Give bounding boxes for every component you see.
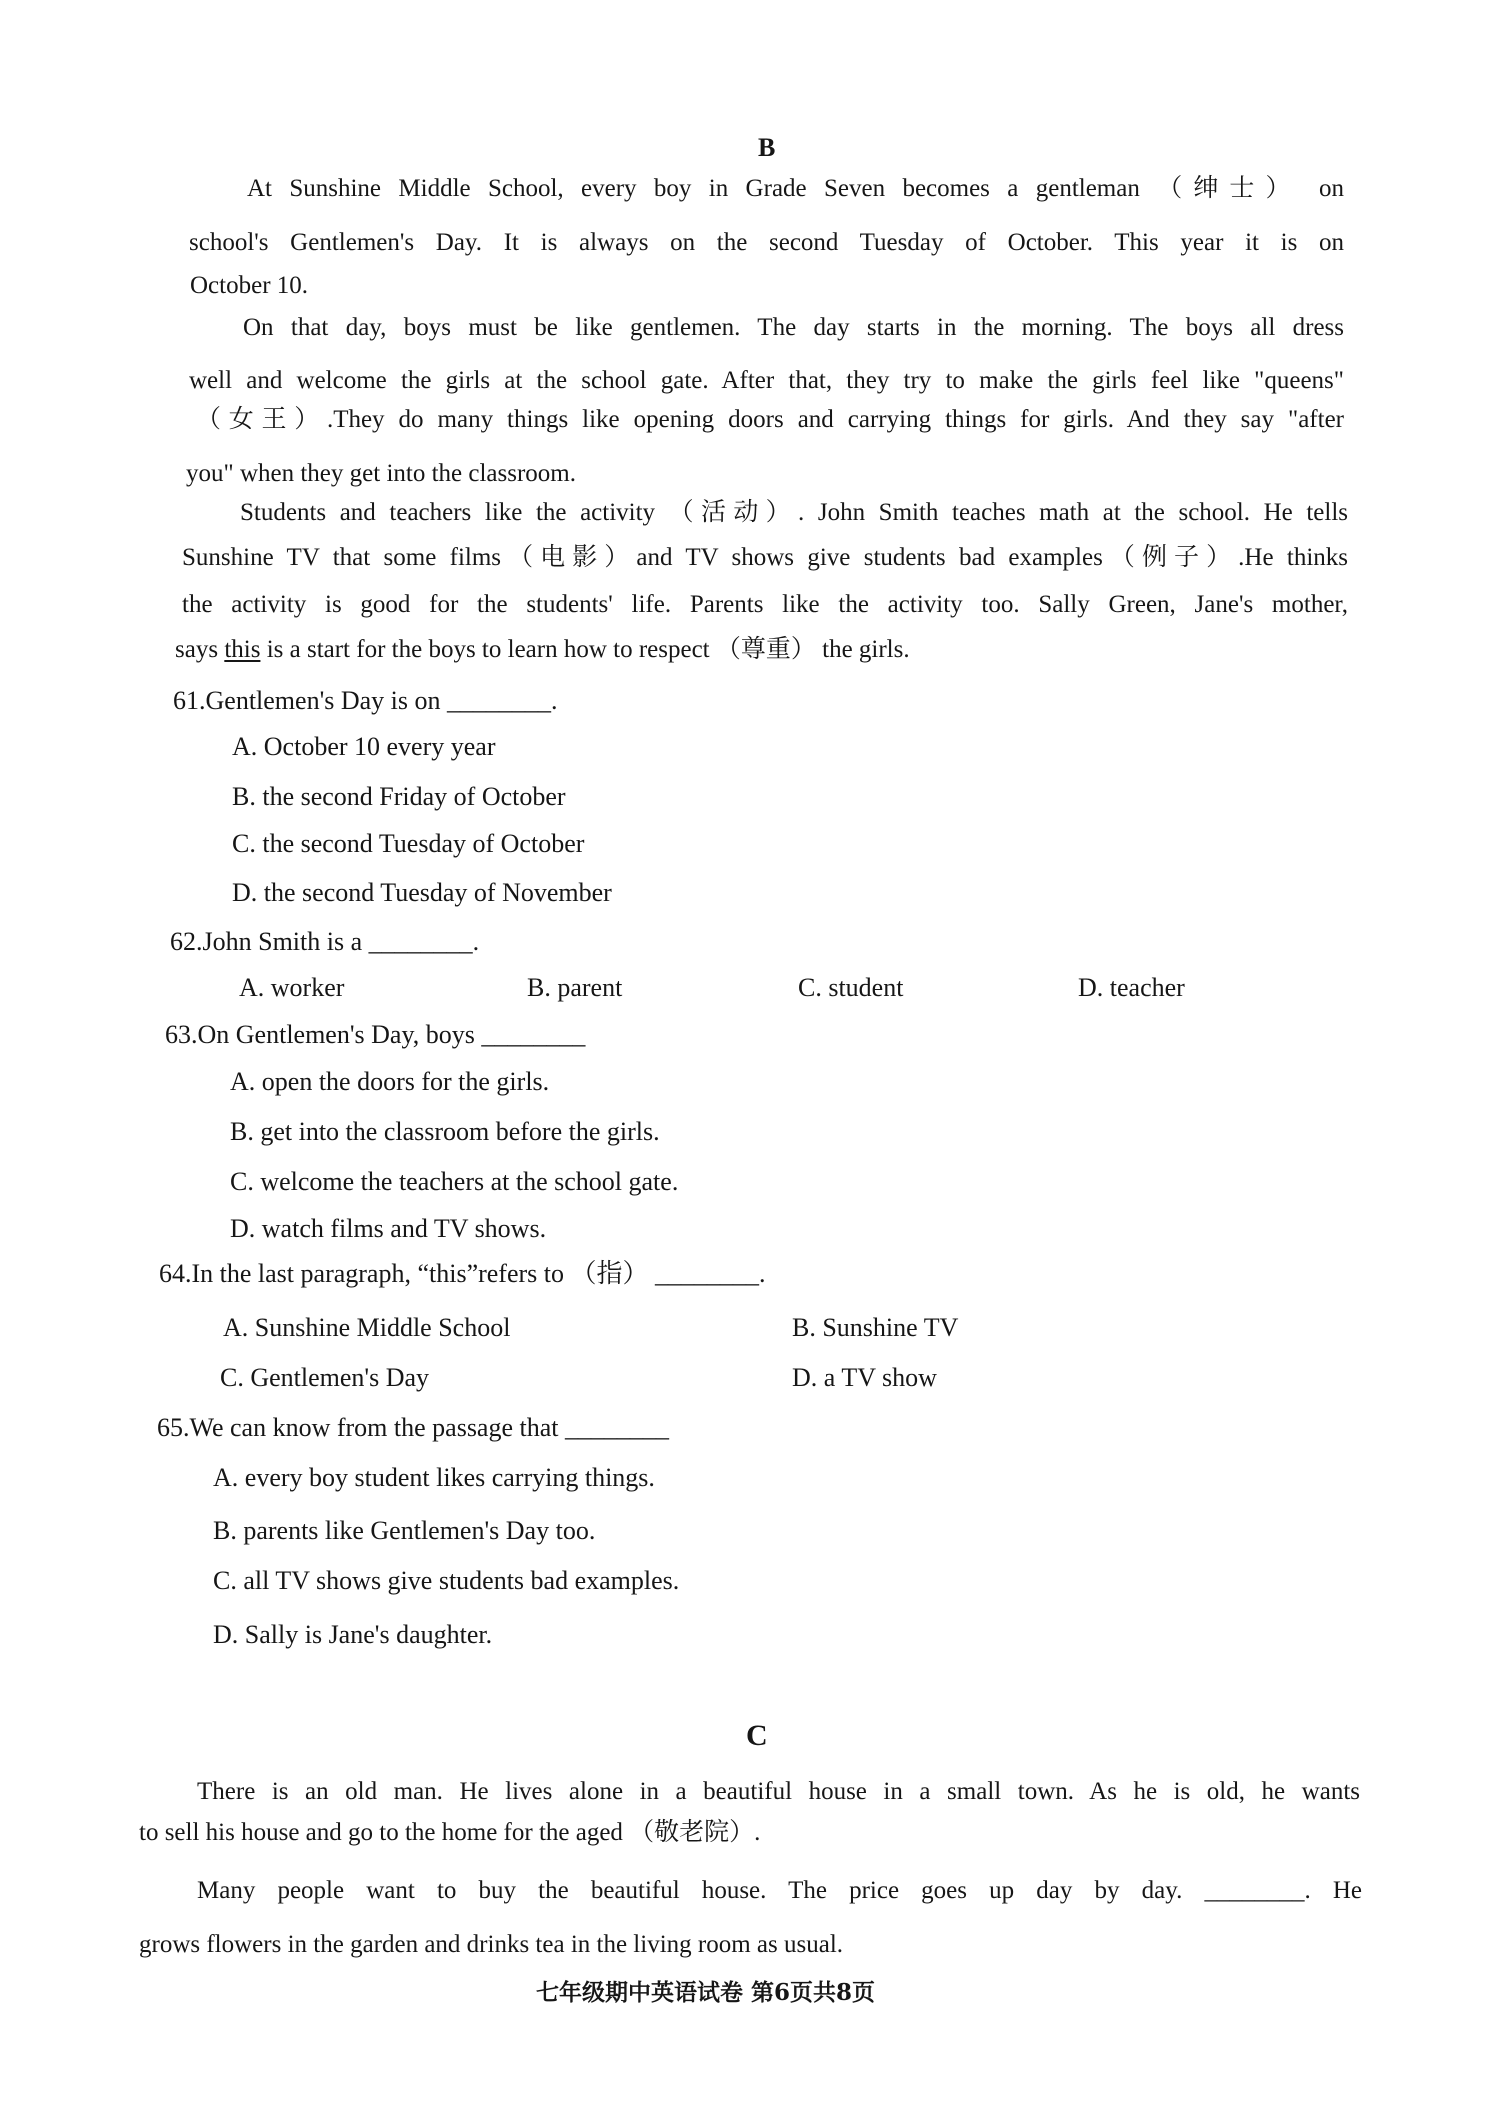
question-63-option-a: A. open the doors for the girls. <box>230 1067 550 1096</box>
question-61-option-d: D. the second Tuesday of November <box>232 878 612 907</box>
question-61-stem: 61.Gentlemen's Day is on ________. <box>173 686 558 715</box>
passage-b-p3-line-3: the activity is good for the students' life. Parents like the activity too. Sally Green, Jane's mother, <box>182 591 1348 618</box>
question-64-option-b: B. Sunshine TV <box>792 1313 959 1342</box>
passage-c-line-1: There is an old man. He lives alone in a beautiful house in a small town. As he is old, he wants <box>197 1778 1360 1805</box>
passage-b-p2-line-2: well and welcome the girls at the school gate. After that, they try to make the girls feel like "queens" <box>189 367 1344 394</box>
question-62-option-d: D. teacher <box>1078 973 1185 1002</box>
line-text-before: says <box>175 636 225 663</box>
question-61-option-c: C. the second Tuesday of October <box>232 829 585 858</box>
passage-b-p2-line-4: you" when they get into the classroom. <box>186 460 576 487</box>
passage-b-p3-line-2: Sunshine TV that some films（电影）and TV shows give students bad examples（例子）.He thinks <box>182 544 1348 571</box>
page-footer: 七年级期中英语试卷 第6页共8页 <box>536 1979 876 2006</box>
question-62-option-c: C. student <box>798 973 904 1002</box>
question-62-option-a: A. worker <box>239 973 345 1002</box>
line-text-after: is a start for the boys to learn how to respect （尊重） the girls. <box>260 636 910 663</box>
question-64-option-c: C. Gentlemen's Day <box>220 1363 430 1392</box>
passage-c-line-4: grows flowers in the garden and drinks tea in the living room as usual. <box>139 1931 844 1958</box>
question-64-option-a: A. Sunshine Middle School <box>223 1313 511 1342</box>
question-61-option-a: A. October 10 every year <box>232 732 496 761</box>
passage-b-p2-line-1: On that day, boys must be like gentlemen. The day starts in the morning. The boys all dress <box>243 314 1344 341</box>
question-65-option-c: C. all TV shows give students bad examples. <box>213 1566 680 1595</box>
question-63-stem: 63.On Gentlemen's Day, boys ________ <box>165 1020 586 1049</box>
section-b-heading: B <box>758 133 776 162</box>
passage-c-line-3: Many people want to buy the beautiful house. The price goes up day by day. ________. He <box>197 1877 1362 1904</box>
passage-b-p3-line-4 <box>175 635 910 665</box>
question-63-option-d: D. watch films and TV shows. <box>230 1214 547 1243</box>
question-63-option-c: C. welcome the teachers at the school gate. <box>230 1167 679 1196</box>
passage-b-p2-line-3: （女王）.They do many things like opening doors and carrying things for girls. And they say "after <box>196 406 1344 433</box>
section-c-heading: C <box>746 1719 768 1752</box>
question-63-option-b: B. get into the classroom before the girls. <box>230 1117 660 1146</box>
question-65-option-b: B. parents like Gentlemen's Day too. <box>213 1516 596 1545</box>
underlined-word-this: this <box>224 636 261 663</box>
passage-b-p1-line-3: October 10. <box>190 272 309 299</box>
question-65-option-a: A. every boy student likes carrying things. <box>213 1463 655 1492</box>
question-64-option-d: D. a TV show <box>792 1363 937 1392</box>
question-64-stem: 64.In the last paragraph, “this”refers to （指） ________. <box>159 1259 766 1288</box>
question-65-option-d: D. Sally is Jane's daughter. <box>213 1620 493 1649</box>
passage-c-line-2: to sell his house and go to the home for the aged （敬老院）. <box>139 1819 761 1846</box>
passage-b-p1-line-1: At Sunshine Middle School, every boy in Grade Seven becomes a gentleman （绅士） on <box>247 175 1344 202</box>
question-62-option-b: B. parent <box>527 973 623 1002</box>
question-65-stem: 65.We can know from the passage that ________ <box>157 1413 670 1442</box>
passage-b-p1-line-2: school's Gentlemen's Day. It is always on the second Tuesday of October. This year it is on <box>189 229 1344 256</box>
passage-b-p3-line-1: Students and teachers like the activity （活动）. John Smith teaches math at the school. He tells <box>240 499 1348 526</box>
question-62-stem: 62.John Smith is a ________. <box>170 927 480 956</box>
question-61-option-b: B. the second Friday of October <box>232 782 566 811</box>
